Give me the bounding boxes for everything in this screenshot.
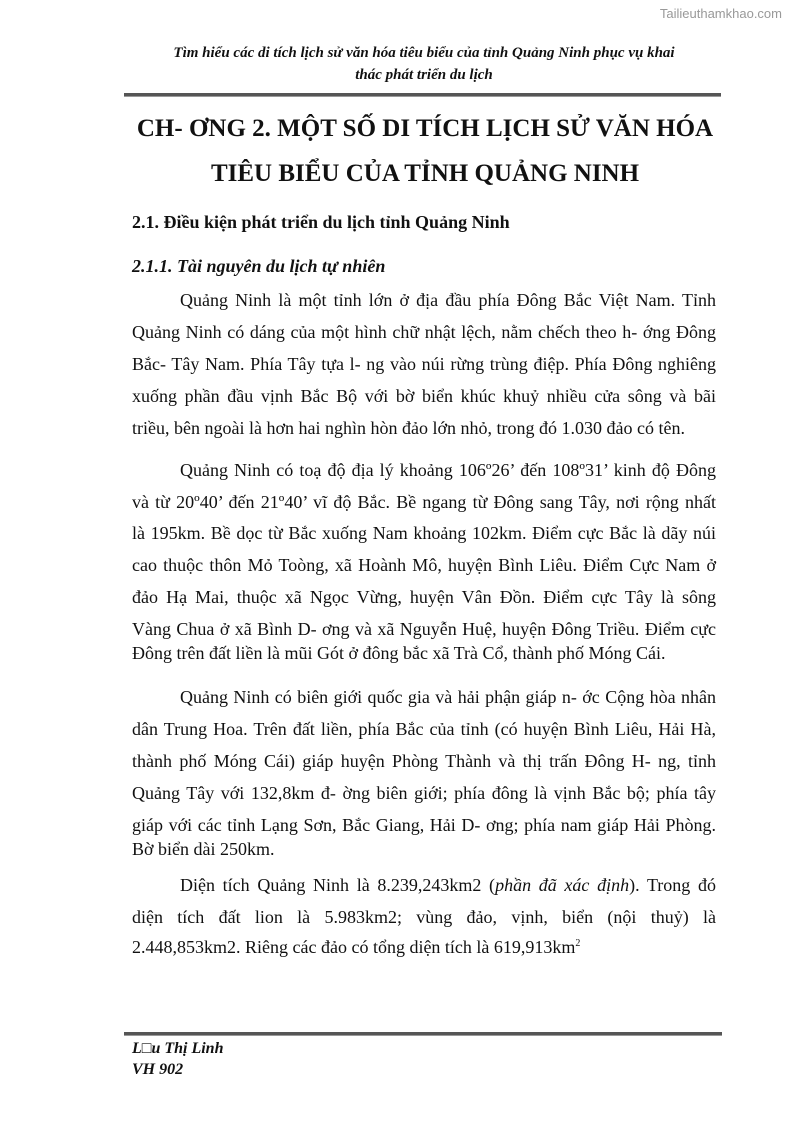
paragraph-2-line: là 195km. Bề dọc từ Bắc xuống Nam khoảng 102km. Điểm cực Bắc là dãy núi	[132, 523, 716, 543]
chapter-title-line-1: CH- ƠNG 2. MỘT SỐ DI TÍCH LỊCH SỬ VĂN HÓA	[136, 115, 714, 142]
watermark: Tailieuthamkhao.com	[659, 6, 782, 21]
paragraph-2-line: Vàng Chua ở xã Bình D- ơng và xã Nguyễn Huệ, huyện Đông Triều. Điểm cực	[132, 619, 716, 639]
paragraph-2-line: và từ 20º40’ đến 21º40’ vĩ độ Bắc. Bề ngang từ Đông sang Tây, nơi rộng nhất	[132, 492, 716, 512]
paragraph-3-line: dân Trung Hoa. Trên đất liền, phía Bắc của tỉnh (có huyện Bình Liêu, Hải Hà,	[132, 719, 716, 739]
header-rule	[124, 93, 721, 97]
paragraph-3-line: thành phố Móng Cái) giáp huyện Phòng Thành và thị trấn Đông H- ng, tỉnh	[132, 751, 716, 771]
paragraph-2-line: Đông trên đất liền là mũi Gót ở đông bắc xã Trà Cổ, thành phố Móng Cái.	[132, 643, 666, 663]
paragraph-2-line: đảo Hạ Mai, thuộc xã Ngọc Vừng, huyện Vân Đồn. Điểm cực Tây là sông	[132, 587, 716, 607]
text: 2.448,853km2. Riêng các đảo có tổng diện tích là 619,913km	[132, 937, 576, 957]
paragraph-1-line: Quảng Ninh có dáng của một hình chữ nhật lệch, nằm chếch theo h- ớng Đông	[132, 322, 716, 342]
paragraph-3-line: giáp với các tỉnh Lạng Sơn, Bắc Giang, Hải D- ơng; phía nam giáp Hải Phòng.	[132, 815, 716, 835]
subsection-heading: 2.1.1. Tài nguyên du lịch tự nhiên	[132, 256, 386, 276]
paragraph-4-line: diện tích đất lion là 5.983km2; vùng đảo, vịnh, biển (nội thuỷ) là	[132, 907, 716, 927]
section-heading: 2.1. Điều kiện phát triển du lịch tỉnh Quảng Ninh	[132, 212, 510, 232]
footer-class: VH 902	[132, 1061, 184, 1078]
paragraph-1-line: triều, bên ngoài là hơn hai nghìn hòn đảo lớn nhỏ, trong đó 1.030 đảo có tên.	[132, 418, 685, 438]
text: ). Trong đó	[629, 875, 716, 895]
superscript: 2	[575, 938, 581, 949]
paragraph-4-line	[132, 936, 716, 958]
running-header-line-1: Tìm hiểu các di tích lịch sử văn hóa tiêu biểu của tỉnh Quảng Ninh phục vụ khai	[173, 45, 675, 61]
italic-text: phần đã xác định	[495, 875, 630, 895]
paragraph-1-line: Quảng Ninh là một tỉnh lớn ở địa đầu phía Đông Bắc Việt Nam. Tỉnh	[180, 290, 716, 310]
running-header-line-2: thác phát triển du lịch	[355, 67, 493, 83]
paragraph-3-line: Bờ biển dài 250km.	[132, 839, 275, 859]
paragraph-1-line: Bắc- Tây Nam. Phía Tây tựa l- ng vào núi rừng trùng điệp. Phía Đông nghiêng	[132, 354, 716, 374]
paragraph-3-line: Quảng Tây với 132,8km đ- ờng biên giới; phía đông là vịnh Bắc bộ; phía tây	[132, 783, 716, 803]
paragraph-2-line: Quảng Ninh có toạ độ địa lý khoảng 106º26’ đến 108º31’ kinh độ Đông	[180, 460, 716, 480]
paragraph-3-line: Quảng Ninh có biên giới quốc gia và hải phận giáp n- ớc Cộng hòa nhân	[180, 687, 716, 707]
text: Diện tích Quảng Ninh là 8.239,243km2 (	[180, 875, 496, 895]
paragraph-4-line	[180, 874, 716, 896]
paragraph-2-line: cao thuộc thôn Mỏ Toòng, xã Hoành Mô, huyện Bình Liêu. Điểm Cực Nam ở	[132, 555, 716, 575]
paragraph-1-line: xuống phần đầu vịnh Bắc Bộ với bờ biển khúc khuỷ nhiều cửa sông và bãi	[132, 386, 716, 406]
footer-author: L□u Thị Linh	[132, 1040, 224, 1057]
footer-rule	[124, 1032, 722, 1036]
chapter-title-line-2: TIÊU BIỂU CỦA TỈNH QUẢNG NINH	[210, 160, 640, 187]
